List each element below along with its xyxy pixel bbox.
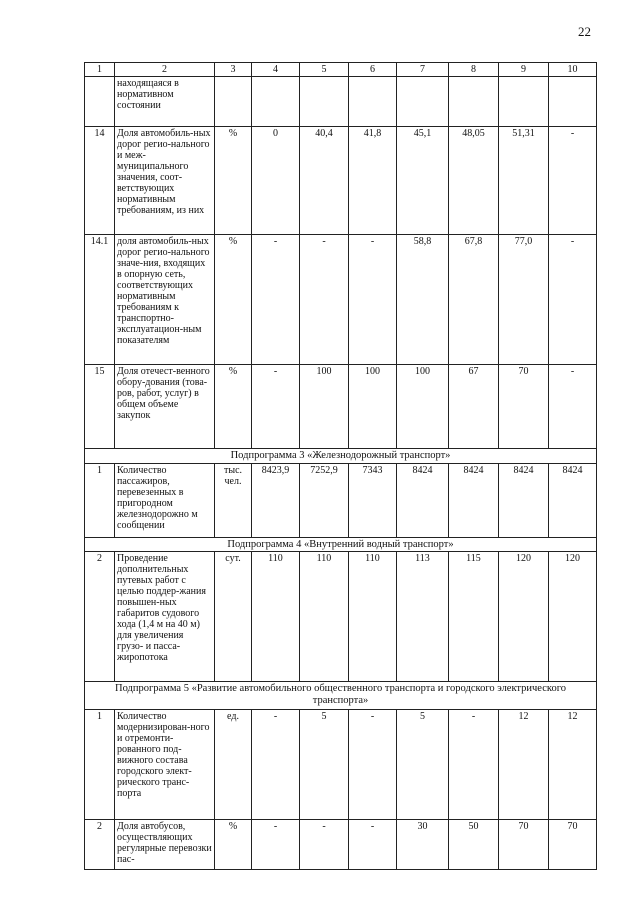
indicator-name-cell: Доля автобусов, осуществляющих регулярные перевозки пас- bbox=[115, 820, 215, 870]
header-cell: 5 bbox=[300, 63, 349, 77]
value-cell: - bbox=[252, 820, 300, 870]
section-header-row bbox=[85, 682, 597, 710]
indicator-name-cell: Количество пассажиров, перевезенных в пригородном железнодорожно м сообщении bbox=[115, 463, 215, 537]
value-cell: 7343 bbox=[349, 463, 397, 537]
value-cell bbox=[349, 77, 397, 127]
value-cell: 45,1 bbox=[397, 127, 449, 235]
indicator-name-cell: доля автомобиль-ных дорог регио-нального значе-ния, входящих в опорную сеть, соответствующих нормативным требованиям к транспортно-эксплуатацион-ным показателям bbox=[115, 235, 215, 365]
value-cell: 8424 bbox=[397, 463, 449, 537]
unit-cell bbox=[215, 77, 252, 127]
table-row bbox=[85, 463, 597, 537]
row-number-cell: 2 bbox=[85, 820, 115, 870]
indicator-name-cell: Доля отечест-венного обору-дования (това-ров, работ, услуг) в общем объеме закупок bbox=[115, 365, 215, 449]
value-cell: - bbox=[252, 710, 300, 820]
value-cell: - bbox=[549, 127, 597, 235]
value-cell: 8424 bbox=[449, 463, 499, 537]
value-cell: 70 bbox=[549, 820, 597, 870]
value-cell: 120 bbox=[549, 552, 597, 682]
value-cell: 100 bbox=[397, 365, 449, 449]
value-cell: 67,8 bbox=[449, 235, 499, 365]
value-cell: - bbox=[449, 710, 499, 820]
value-cell: - bbox=[252, 365, 300, 449]
value-cell: 48,05 bbox=[449, 127, 499, 235]
value-cell: 5 bbox=[397, 710, 449, 820]
page-number: 22 bbox=[578, 24, 591, 39]
value-cell: 50 bbox=[449, 820, 499, 870]
value-cell bbox=[300, 77, 349, 127]
table-header-row bbox=[85, 63, 597, 77]
value-cell: 110 bbox=[349, 552, 397, 682]
indicator-name-cell: Доля автомобиль-ных дорог регио-нального и меж-муниципального значения, соот-ветствующих нормативным требованиям, из них bbox=[115, 127, 215, 235]
row-number-cell: 14 bbox=[85, 127, 115, 235]
value-cell: - bbox=[252, 235, 300, 365]
table-row bbox=[85, 365, 597, 449]
value-cell bbox=[449, 77, 499, 127]
value-cell: 7252,9 bbox=[300, 463, 349, 537]
row-number-cell: 14.1 bbox=[85, 235, 115, 365]
value-cell: 58,8 bbox=[397, 235, 449, 365]
value-cell: 8423,9 bbox=[252, 463, 300, 537]
table-row bbox=[85, 127, 597, 235]
section-title: Подпрограмма 3 «Железнодорожный транспорт» bbox=[85, 449, 597, 464]
header-cell: 6 bbox=[349, 63, 397, 77]
section-header-row bbox=[85, 449, 597, 464]
section-title: Подпрограмма 5 «Развитие автомобильного общественного транспорта и городского электрического транспорта» bbox=[85, 682, 597, 710]
section-title: Подпрограмма 4 «Внутренний водный транспорт» bbox=[85, 537, 597, 552]
value-cell: 115 bbox=[449, 552, 499, 682]
header-cell: 4 bbox=[252, 63, 300, 77]
table-row bbox=[85, 710, 597, 820]
indicator-name-cell: Количество модернизирован-ного и отремонти-рованного под-вижного состава городского элект-рического транс-порта bbox=[115, 710, 215, 820]
value-cell: 12 bbox=[549, 710, 597, 820]
value-cell: 30 bbox=[397, 820, 449, 870]
unit-cell: % bbox=[215, 365, 252, 449]
row-number-cell: 2 bbox=[85, 552, 115, 682]
value-cell: - bbox=[549, 365, 597, 449]
indicator-name-cell: Проведение дополнительных путевых работ с целью поддер-жания повышен-ных габаритов судового хода (1,4 м на 40 м) для увеличения грузо- и пасса-жиропотока bbox=[115, 552, 215, 682]
row-number-cell: 15 bbox=[85, 365, 115, 449]
value-cell: 110 bbox=[300, 552, 349, 682]
value-cell: 5 bbox=[300, 710, 349, 820]
value-cell: 77,0 bbox=[499, 235, 549, 365]
value-cell: 113 bbox=[397, 552, 449, 682]
value-cell: 100 bbox=[349, 365, 397, 449]
header-cell: 9 bbox=[499, 63, 549, 77]
table-row bbox=[85, 77, 597, 127]
value-cell: 12 bbox=[499, 710, 549, 820]
value-cell bbox=[499, 77, 549, 127]
unit-cell: % bbox=[215, 820, 252, 870]
unit-cell: ед. bbox=[215, 710, 252, 820]
unit-cell: сут. bbox=[215, 552, 252, 682]
value-cell: - bbox=[300, 235, 349, 365]
value-cell: - bbox=[349, 710, 397, 820]
value-cell: 51,31 bbox=[499, 127, 549, 235]
value-cell: 0 bbox=[252, 127, 300, 235]
value-cell: 67 bbox=[449, 365, 499, 449]
value-cell: - bbox=[349, 235, 397, 365]
unit-cell: % bbox=[215, 127, 252, 235]
indicator-name-cell: находящаяся в нормативном состоянии bbox=[115, 77, 215, 127]
table-row bbox=[85, 552, 597, 682]
table-row bbox=[85, 235, 597, 365]
value-cell: 70 bbox=[499, 820, 549, 870]
header-cell: 1 bbox=[85, 63, 115, 77]
section-header-row bbox=[85, 537, 597, 552]
header-cell: 7 bbox=[397, 63, 449, 77]
header-cell: 3 bbox=[215, 63, 252, 77]
value-cell: - bbox=[349, 820, 397, 870]
row-number-cell: 1 bbox=[85, 463, 115, 537]
row-number-cell: 1 bbox=[85, 710, 115, 820]
value-cell: 100 bbox=[300, 365, 349, 449]
header-cell: 10 bbox=[549, 63, 597, 77]
value-cell: - bbox=[549, 235, 597, 365]
value-cell bbox=[397, 77, 449, 127]
value-cell: 8424 bbox=[549, 463, 597, 537]
table-row bbox=[85, 820, 597, 870]
value-cell: 40,4 bbox=[300, 127, 349, 235]
unit-cell: тыс. чел. bbox=[215, 463, 252, 537]
value-cell: 8424 bbox=[499, 463, 549, 537]
value-cell: - bbox=[300, 820, 349, 870]
value-cell bbox=[549, 77, 597, 127]
value-cell bbox=[252, 77, 300, 127]
indicators-table bbox=[84, 62, 597, 870]
value-cell: 41,8 bbox=[349, 127, 397, 235]
header-cell: 2 bbox=[115, 63, 215, 77]
header-cell: 8 bbox=[449, 63, 499, 77]
row-number-cell bbox=[85, 77, 115, 127]
unit-cell: % bbox=[215, 235, 252, 365]
value-cell: 120 bbox=[499, 552, 549, 682]
value-cell: 110 bbox=[252, 552, 300, 682]
value-cell: 70 bbox=[499, 365, 549, 449]
